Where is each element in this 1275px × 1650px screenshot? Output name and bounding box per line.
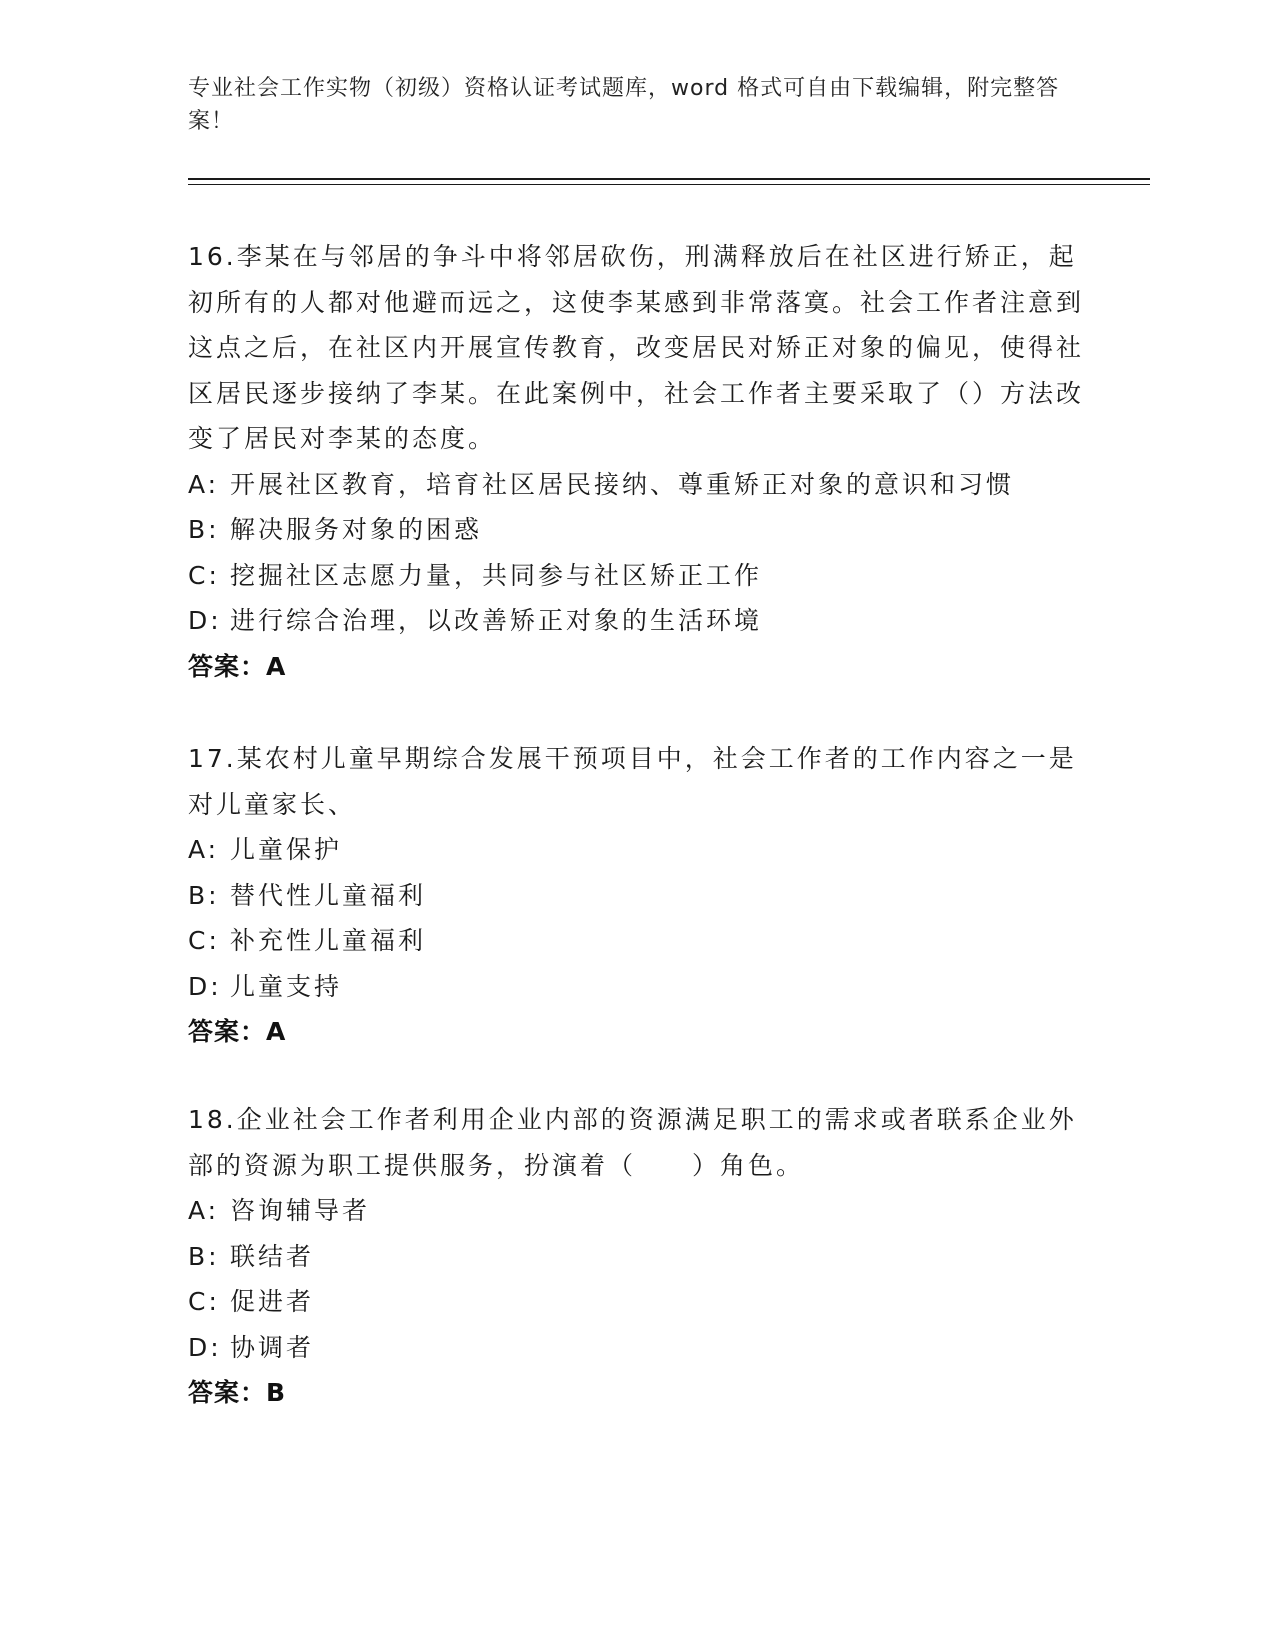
option-a [188,827,1088,873]
option-text: 促进者 [230,1287,315,1316]
option-key: A: [188,835,220,864]
question-18 [188,1097,1088,1416]
option-c [188,1279,1088,1325]
option-key: B: [188,1241,220,1271]
option-b [188,1234,1088,1280]
option-text: 儿童支持 [230,971,343,1001]
header-divider-top [188,178,1150,180]
option-text: 联结者 [230,1241,315,1271]
option-c [188,553,1088,599]
answer: 答案：A [188,1017,287,1046]
option-a [188,462,1088,508]
option-key: C: [188,560,220,590]
option-text: 咨询辅导者 [230,1196,371,1225]
option-key: A: [188,469,220,499]
option-d [188,964,1088,1010]
option-text: 开展社区教育，培育社区居民接纳、尊重矫正对象的意识和习惯 [230,469,1015,499]
option-d [188,1325,1088,1371]
option-text: 解决服务对象的困惑 [230,515,483,544]
header-divider-bottom [188,184,1150,185]
option-key: D: [188,971,222,1001]
answer: 答案：A [188,651,287,681]
option-key: B: [188,515,220,544]
option-b [188,873,1088,919]
option-b [188,507,1088,553]
page-header: 专业社会工作实物（初级）资格认证考试题库，word 格式可自由下载编辑，附完整答案！ [188,76,1060,134]
option-text: 协调者 [230,1332,315,1362]
option-d [188,598,1088,644]
option-key: C: [188,926,220,955]
question-stem: 18.企业社会工作者利用企业内部的资源满足职工的需求或者联系企业外部的资源为职工提供服务，扮演着（ ）角色。 [188,1105,1077,1180]
answer: 答案：B [188,1378,287,1407]
question-stem: 17.某农村儿童早期综合发展干预项目中，社会工作者的工作内容之一是对儿童家长、 [188,744,1077,819]
option-key: D: [188,606,222,635]
option-key: B: [188,880,220,910]
question-17 [188,736,1088,1055]
option-text: 儿童保护 [230,835,343,864]
option-key: A: [188,1196,220,1225]
option-text: 进行综合治理，以改善矫正对象的生活环境 [230,606,763,635]
option-c [188,918,1088,964]
option-text: 替代性儿童福利 [230,880,427,910]
question-16 [188,234,1088,689]
option-key: C: [188,1287,220,1316]
option-text: 挖掘社区志愿力量，共同参与社区矫正工作 [230,560,763,590]
option-key: D: [188,1332,222,1362]
option-text: 补充性儿童福利 [230,926,427,955]
question-stem: 16.李某在与邻居的争斗中将邻居砍伤，刑满释放后在社区进行矫正，起初所有的人都对他避而远之，这使李某感到非常落寞。社会工作者注意到这点之后，在社区内开展宣传教育，改变居民对矫正对象的偏见，使得社区居民逐步接纳了李某。在此案例中，社会工作者主要采取了（）方法改变了居民对李某的态度。 [188,242,1085,453]
option-a [188,1188,1088,1234]
